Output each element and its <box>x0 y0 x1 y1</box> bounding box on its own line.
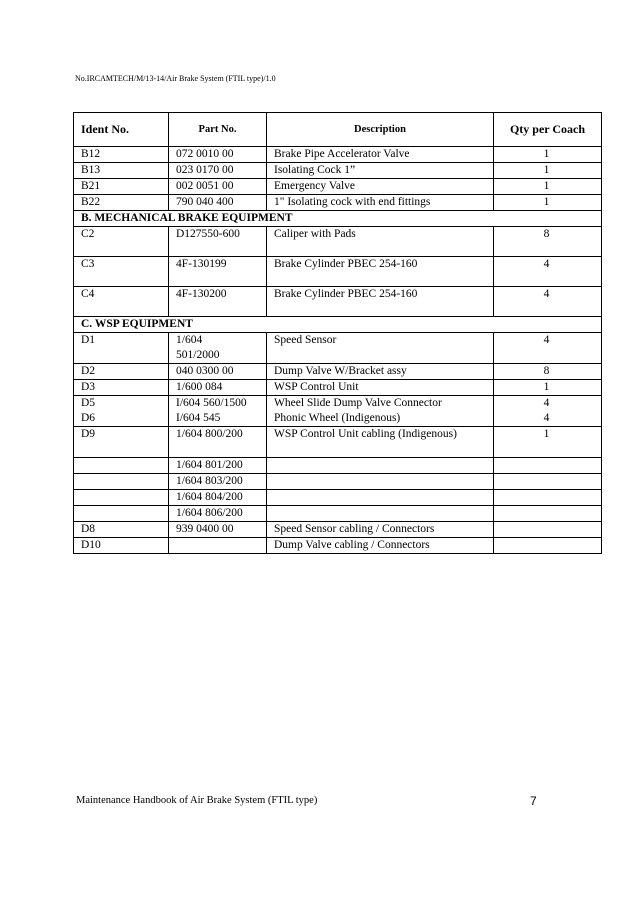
table-row <box>74 287 602 317</box>
part-cell <box>169 333 267 364</box>
description-cell: WSP Control Unit <box>267 380 494 396</box>
part-cell: 1/600 084 <box>169 380 267 396</box>
table-row <box>74 396 602 427</box>
qty-line: 4 <box>543 397 550 409</box>
part-cell: 072 0010 00 <box>169 147 267 163</box>
qty-cell <box>494 474 602 490</box>
ident-cell: D9 <box>74 427 169 458</box>
footer-title: Maintenance Handbook of Air Brake System (FTIL type) <box>76 795 318 806</box>
description-cell: Speed Sensor cabling / Connectors <box>267 522 494 538</box>
ident-cell: B13 <box>74 163 169 179</box>
ident-cell: D3 <box>74 380 169 396</box>
part-cell: 1/604 804/200 <box>169 490 267 506</box>
qty-cell: 1 <box>494 427 602 458</box>
qty-cell: 4 <box>494 257 602 287</box>
ident-cell <box>74 490 169 506</box>
table-row <box>74 333 602 364</box>
description-cell <box>267 396 494 427</box>
section-heading-wsp: C. WSP EQUIPMENT <box>74 317 602 333</box>
ident-line: D6 <box>81 412 96 424</box>
description-cell <box>267 506 494 522</box>
qty-cell: 1 <box>494 380 602 396</box>
description-cell: Emergency Valve <box>267 179 494 195</box>
part-line: I/604 545 <box>176 412 221 424</box>
description-cell <box>267 458 494 474</box>
part-cell: 4F-130199 <box>169 257 267 287</box>
qty-cell <box>494 396 602 427</box>
qty-cell: 4 <box>494 287 602 317</box>
part-cell: 1/604 800/200 <box>169 427 267 458</box>
description-line: Phonic Wheel (Indigenous) <box>274 412 401 424</box>
table-row <box>74 458 602 474</box>
description-line: Wheel Slide Dump Valve Connector <box>274 397 442 409</box>
ident-cell <box>74 474 169 490</box>
description-cell: Dump Valve W/Bracket assy <box>267 364 494 380</box>
part-cell <box>169 538 267 554</box>
table-row <box>74 179 602 195</box>
table-row <box>74 380 602 396</box>
description-cell: 1" Isolating cock with end fittings <box>267 195 494 211</box>
qty-cell <box>494 522 602 538</box>
part-cell <box>169 396 267 427</box>
table-row <box>74 506 602 522</box>
description-cell: Brake Cylinder PBEC 254-160 <box>267 287 494 317</box>
table-header-row <box>74 113 602 147</box>
ident-cell: C3 <box>74 257 169 287</box>
qty-cell: 1 <box>494 163 602 179</box>
ident-cell: B22 <box>74 195 169 211</box>
description-cell: WSP Control Unit cabling (Indigenous) <box>267 427 494 458</box>
parts-table <box>73 112 602 554</box>
table-row <box>74 227 602 257</box>
part-line: I/604 560/1500 <box>176 397 247 409</box>
qty-cell: 8 <box>494 364 602 380</box>
qty-cell: 1 <box>494 179 602 195</box>
part-cell: 040 0300 00 <box>169 364 267 380</box>
qty-line: 4 <box>543 412 550 424</box>
qty-cell: 8 <box>494 227 602 257</box>
table-row <box>74 257 602 287</box>
qty-cell <box>494 538 602 554</box>
part-line: 501/2000 <box>176 349 220 361</box>
table-row <box>74 195 602 211</box>
part-cell: 790 040 400 <box>169 195 267 211</box>
qty-cell <box>494 506 602 522</box>
description-cell: Dump Valve cabling / Connectors <box>267 538 494 554</box>
section-heading-mechanical-brake: B. MECHANICAL BRAKE EQUIPMENT <box>74 211 602 227</box>
ident-cell: C4 <box>74 287 169 317</box>
qty-cell <box>494 458 602 474</box>
header-description: Description <box>267 113 494 147</box>
description-cell <box>267 474 494 490</box>
part-cell: 023 0170 00 <box>169 163 267 179</box>
description-cell <box>267 490 494 506</box>
header-ident-no: Ident No. <box>74 113 169 147</box>
table-row <box>74 474 602 490</box>
description-cell: Brake Cylinder PBEC 254-160 <box>267 257 494 287</box>
section-row <box>74 317 602 333</box>
ident-cell: D10 <box>74 538 169 554</box>
header-part-no: Part No. <box>169 113 267 147</box>
ident-cell <box>74 458 169 474</box>
header-qty-per-coach: Qty per Coach <box>494 113 602 147</box>
part-cell: 1/604 806/200 <box>169 506 267 522</box>
ident-cell <box>74 396 169 427</box>
table-row <box>74 490 602 506</box>
qty-cell: 4 <box>494 333 602 364</box>
part-cell: D127550-600 <box>169 227 267 257</box>
part-cell: 939 0400 00 <box>169 522 267 538</box>
table-row <box>74 147 602 163</box>
ident-cell <box>74 506 169 522</box>
qty-cell: 1 <box>494 195 602 211</box>
ident-cell: B21 <box>74 179 169 195</box>
page-number: 7 <box>530 794 537 808</box>
table-row <box>74 427 602 458</box>
part-cell: 002 0051 00 <box>169 179 267 195</box>
ident-cell: D2 <box>74 364 169 380</box>
table-row <box>74 364 602 380</box>
description-cell: Speed Sensor <box>267 333 494 364</box>
ident-line: D5 <box>81 397 96 409</box>
table-row <box>74 163 602 179</box>
table-row <box>74 522 602 538</box>
part-line: 1/604 <box>176 334 203 346</box>
table-row <box>74 538 602 554</box>
part-cell: 1/604 803/200 <box>169 474 267 490</box>
description-cell: Isolating Cock 1” <box>267 163 494 179</box>
ident-cell: D1 <box>74 333 169 364</box>
part-cell: 1/604 801/200 <box>169 458 267 474</box>
ident-cell: C2 <box>74 227 169 257</box>
qty-cell: 1 <box>494 147 602 163</box>
section-row <box>74 211 602 227</box>
part-cell: 4F-130200 <box>169 287 267 317</box>
qty-cell <box>494 490 602 506</box>
description-cell: Brake Pipe Accelerator Valve <box>267 147 494 163</box>
ident-cell: D8 <box>74 522 169 538</box>
ident-cell: B12 <box>74 147 169 163</box>
document-id: No.IRCAMTECH/M/13-14/Air Brake System (FTIL type)/1.0 <box>75 74 276 83</box>
description-cell: Caliper with Pads <box>267 227 494 257</box>
